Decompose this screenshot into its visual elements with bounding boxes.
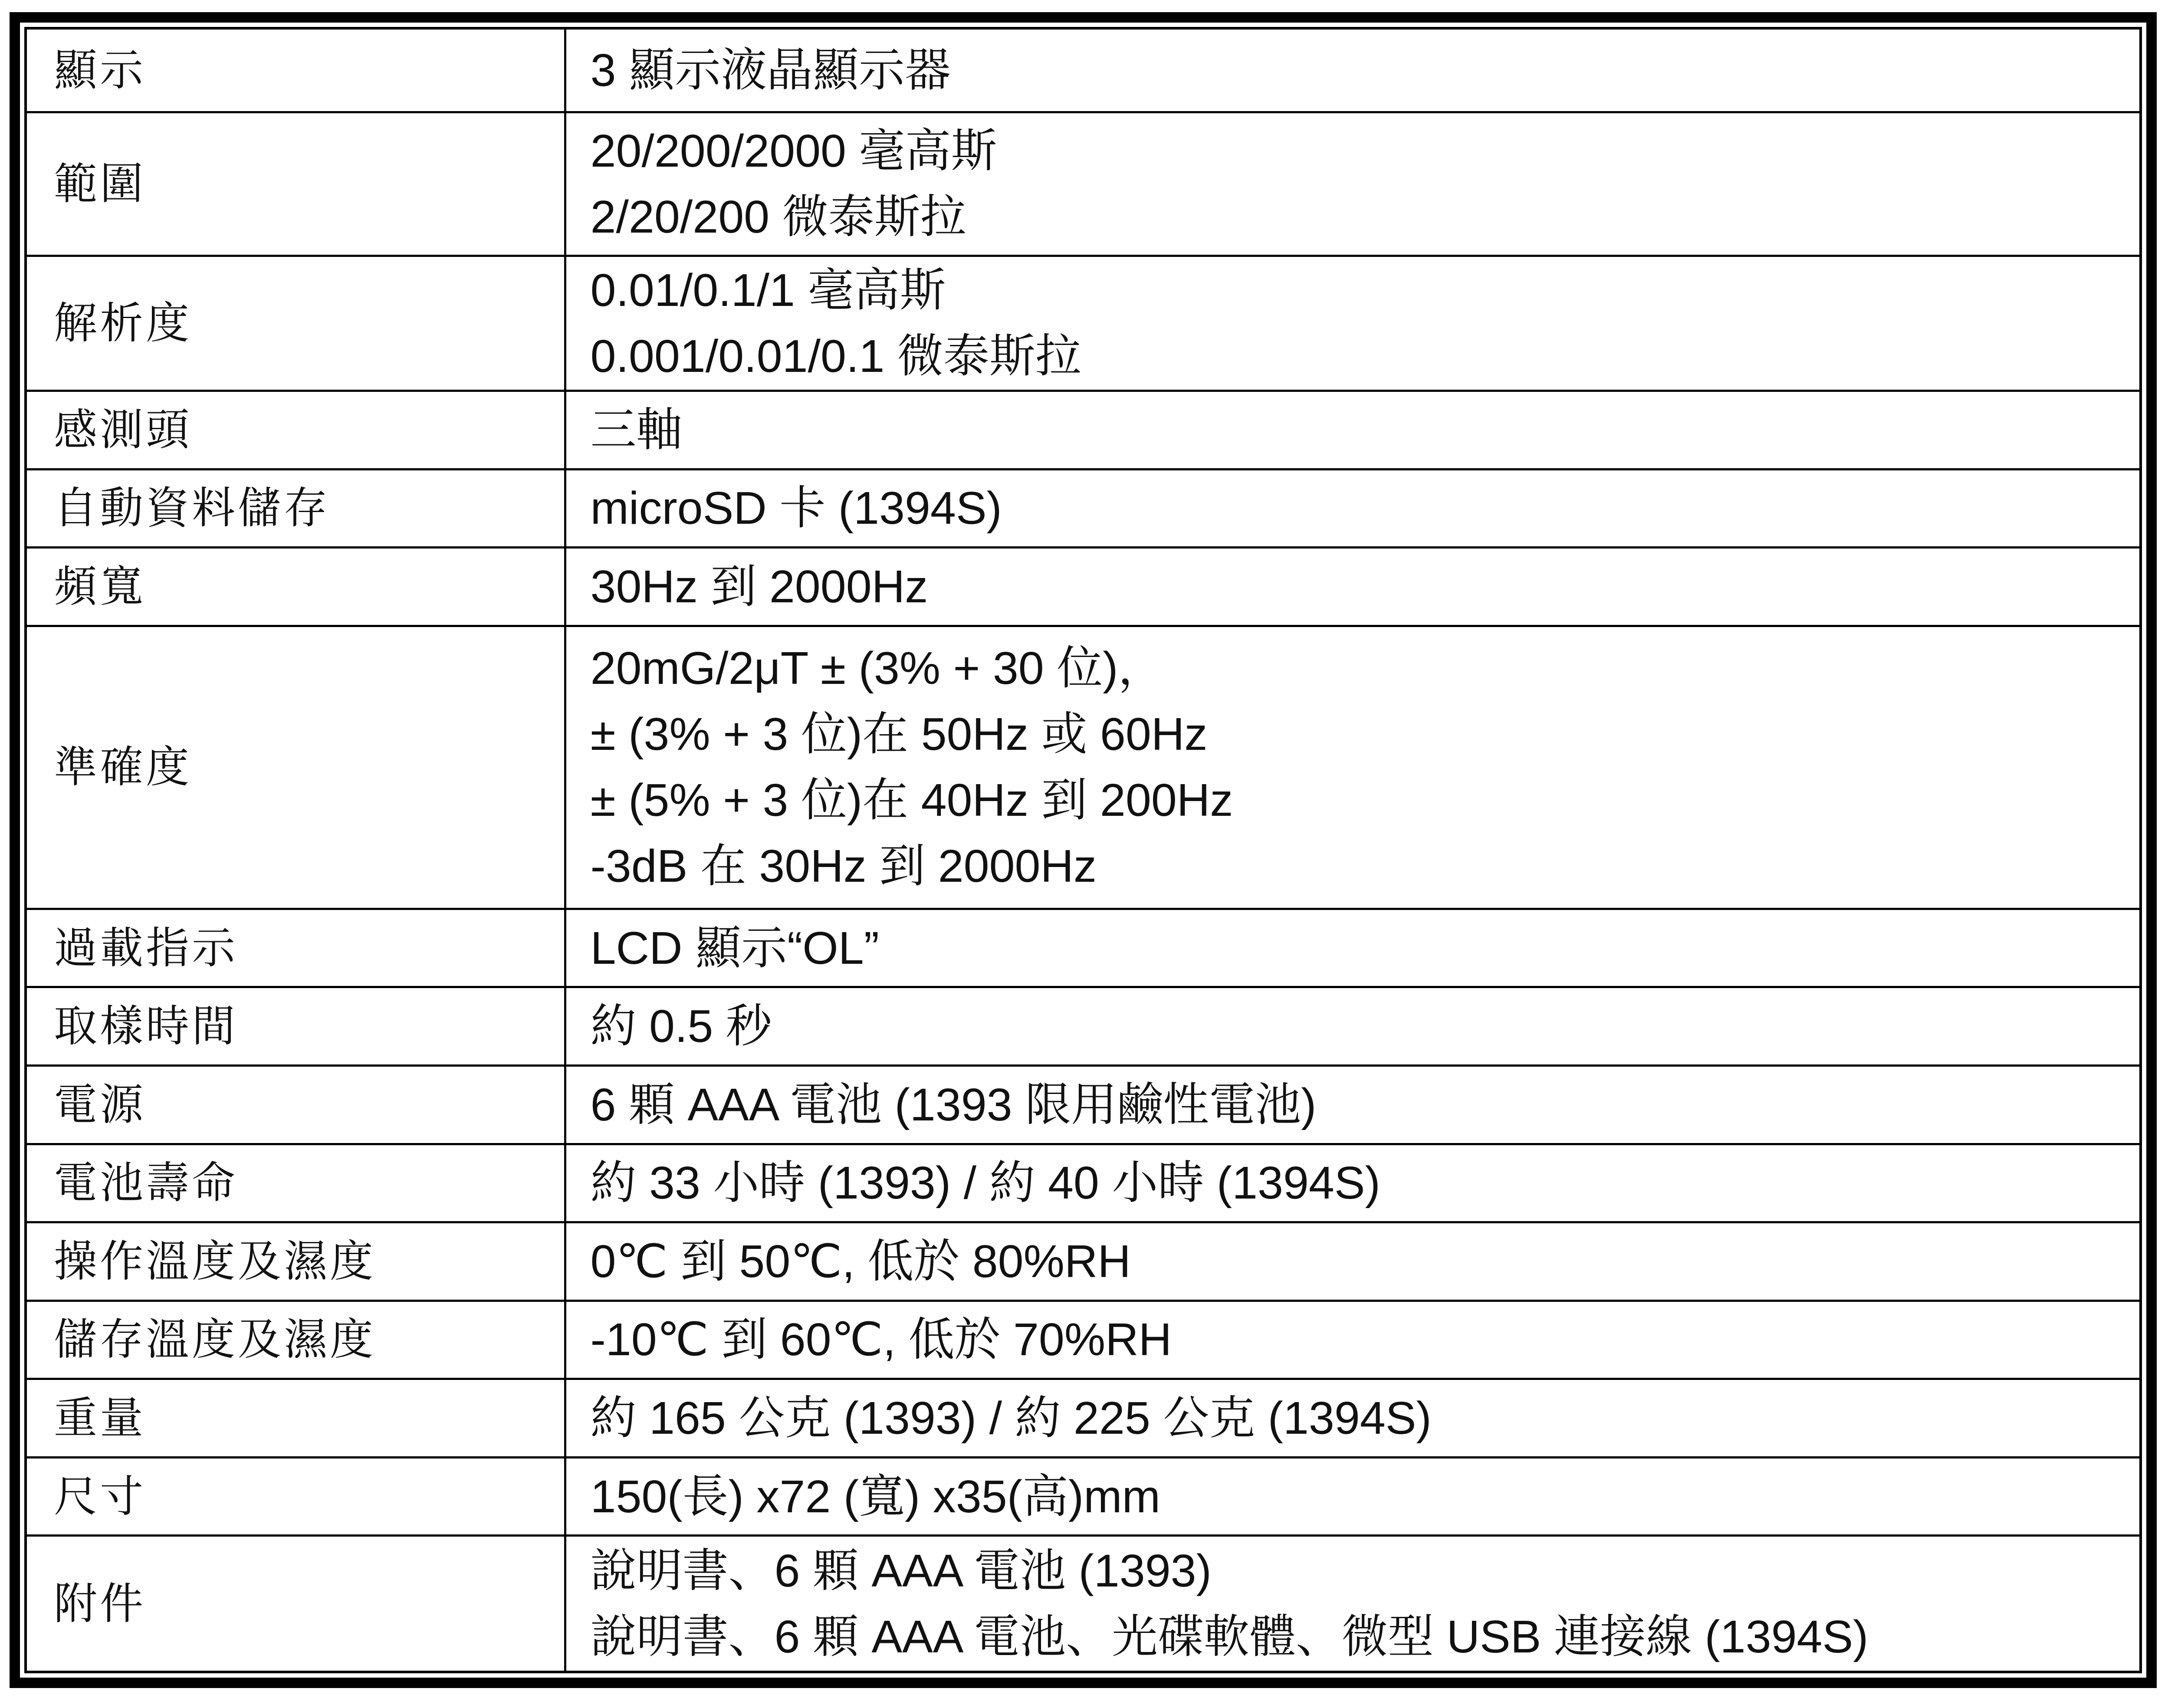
value-line: 20mG/2μT ± (3% + 30 位)， <box>590 643 1164 694</box>
row-value <box>565 391 2139 470</box>
row-label: 過載指示 <box>27 909 565 987</box>
table-row <box>27 1301 2139 1379</box>
table-inner-border <box>24 27 2142 1673</box>
row-label: 感測頭 <box>27 391 565 470</box>
table-row <box>27 1222 2139 1301</box>
value-line: 150(長) x72 (寬) x35(高)mm <box>590 1471 1160 1522</box>
table-row <box>27 1066 2139 1144</box>
value-line: 三軸 <box>590 404 683 456</box>
value-line: 約 0.5 秒 <box>590 1001 772 1052</box>
value-line: 0.01/0.1/1 毫高斯 <box>590 265 946 316</box>
row-value <box>565 1457 2139 1536</box>
value-line: 20/200/2000 毫高斯 <box>590 125 997 177</box>
row-label: 尺寸 <box>27 1457 565 1536</box>
table-row <box>27 1536 2139 1671</box>
row-value <box>565 987 2139 1066</box>
value-line: 約 165 公克 (1393) / 約 225 公克 (1394S) <box>590 1393 1432 1444</box>
row-value <box>565 1301 2139 1379</box>
table-row <box>27 30 2139 112</box>
row-label: 附件 <box>27 1536 565 1671</box>
value-line: 0℃ 到 50℃, 低於 80%RH <box>590 1235 1131 1287</box>
value-line: LCD 顯示“OL” <box>590 922 880 974</box>
value-line: 說明書、6 顆 AAA 電池、光碟軟體、微型 USB 連接線 (1394S) <box>590 1611 1869 1662</box>
spec-table <box>27 30 2139 1671</box>
row-label: 操作溫度及濕度 <box>27 1222 565 1301</box>
table-row <box>27 391 2139 470</box>
table-frame <box>10 12 2157 1688</box>
value-line: -3dB 在 30Hz 到 2000Hz <box>590 841 1097 892</box>
table-row <box>27 548 2139 626</box>
value-line: 30Hz 到 2000Hz <box>590 561 928 613</box>
row-value <box>565 112 2139 256</box>
value-line: -10℃ 到 60℃, 低於 70%RH <box>590 1314 1172 1366</box>
row-label: 頻寬 <box>27 548 565 626</box>
table-row <box>27 1379 2139 1458</box>
value-line: 2/20/200 微泰斯拉 <box>590 191 966 243</box>
row-label: 解析度 <box>27 256 565 391</box>
row-value <box>565 1144 2139 1222</box>
row-value <box>565 1536 2139 1671</box>
value-line: 0.001/0.01/0.1 微泰斯拉 <box>590 331 1081 382</box>
value-line: 3 顯示液晶顯示器 <box>590 45 951 96</box>
row-value <box>565 1066 2139 1144</box>
row-label: 取樣時間 <box>27 987 565 1066</box>
table-row <box>27 1457 2139 1536</box>
row-label: 電池壽命 <box>27 1144 565 1222</box>
row-value <box>565 469 2139 548</box>
value-line: microSD 卡 (1394S) <box>590 483 1002 534</box>
value-line: 6 顆 AAA 電池 (1393 限用鹼性電池) <box>590 1079 1317 1130</box>
value-line: ± (3% + 3 位)在 50Hz 或 60Hz <box>590 709 1208 760</box>
table-row <box>27 112 2139 256</box>
row-value <box>565 909 2139 987</box>
row-value <box>565 256 2139 391</box>
table-row <box>27 1144 2139 1222</box>
table-row <box>27 626 2139 909</box>
row-value <box>565 1222 2139 1301</box>
table-row <box>27 469 2139 548</box>
value-line: ± (5% + 3 位)在 40Hz 到 200Hz <box>590 775 1233 826</box>
row-value <box>565 30 2139 112</box>
row-label: 範圍 <box>27 112 565 256</box>
table-row <box>27 256 2139 391</box>
row-label: 顯示 <box>27 30 565 112</box>
row-label: 電源 <box>27 1066 565 1144</box>
table-row <box>27 987 2139 1066</box>
value-line: 約 33 小時 (1393) / 約 40 小時 (1394S) <box>590 1157 1380 1209</box>
value-line: 說明書、6 顆 AAA 電池 (1393) <box>590 1545 1212 1596</box>
row-label: 自動資料儲存 <box>27 469 565 548</box>
row-value <box>565 626 2139 909</box>
row-label: 儲存溫度及濕度 <box>27 1301 565 1379</box>
table-row <box>27 909 2139 987</box>
row-value <box>565 548 2139 626</box>
row-label: 準確度 <box>27 626 565 909</box>
row-value <box>565 1379 2139 1458</box>
row-label: 重量 <box>27 1379 565 1458</box>
